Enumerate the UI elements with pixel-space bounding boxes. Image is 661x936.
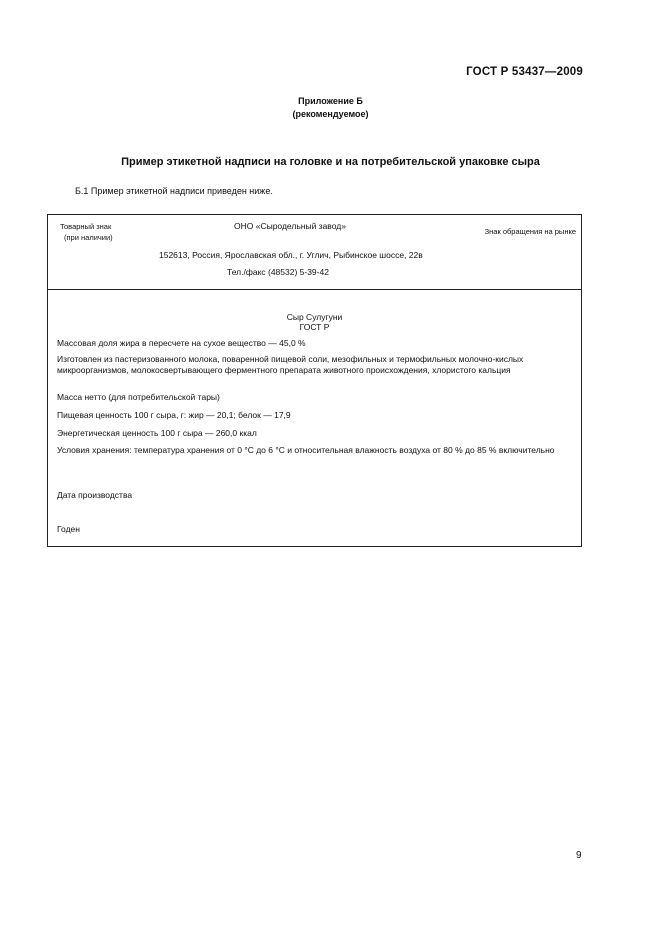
label-divider: [48, 289, 581, 290]
market-mark-label: Знак обращения на рынке: [484, 227, 576, 236]
appendix-subtitle: (рекомендуемое): [292, 109, 369, 119]
section-title: Пример этикетной надписи на головке и на потребительской упаковке сыра: [121, 156, 540, 168]
fat-content: Массовая доля жира в пересчете на сухое вещество — 45,0 %: [57, 338, 306, 348]
energy-value: Энергетическая ценность 100 г сыра — 260,0 ккал: [57, 428, 257, 438]
valid-until: Годен: [57, 524, 80, 534]
trademark-label: Товарный знак: [60, 222, 112, 231]
composition: Изготовлен из пастеризованного молока, поваренной пищевой соли, мезофильных и термофильных молочно-кислых микроорганизмов, молокосвертывающего ферментного препарата животного происхождения, хлористого кальция: [57, 354, 524, 375]
manufacturer-phone: Тел./факс (48532) 5-39-42: [227, 267, 329, 277]
storage-conditions: Условия хранения: температура хранения от 0 °С до 6 °С и относительная влажность воздуха от 80 % до 85 % включительно: [57, 445, 555, 455]
net-mass: Масса нетто (для потребительской тары): [57, 392, 220, 402]
document-id: ГОСТ Р 53437—2009: [466, 66, 583, 78]
trademark-note: (при наличии): [64, 233, 113, 242]
intro-paragraph: Б.1 Пример этикетной надписи приведен ниже.: [75, 186, 273, 196]
product-standard: ГОСТ Р: [299, 322, 330, 332]
appendix-title: Приложение Б: [298, 96, 363, 106]
label-example-box: [47, 214, 582, 547]
manufacturer-name: ОНО «Сыродельный завод»: [234, 221, 346, 231]
product-name: Сыр Сулугуни: [286, 312, 343, 322]
page-number: 9: [576, 850, 582, 861]
manufacturer-address: 152613, Россия, Ярославская обл., г. Углич, Рыбинское шоссе, 22в: [159, 250, 423, 260]
production-date: Дата производства: [57, 490, 133, 500]
nutrition-value: Пищевая ценность 100 г сыра, г: жир — 20,1; белок — 17,9: [57, 410, 291, 420]
